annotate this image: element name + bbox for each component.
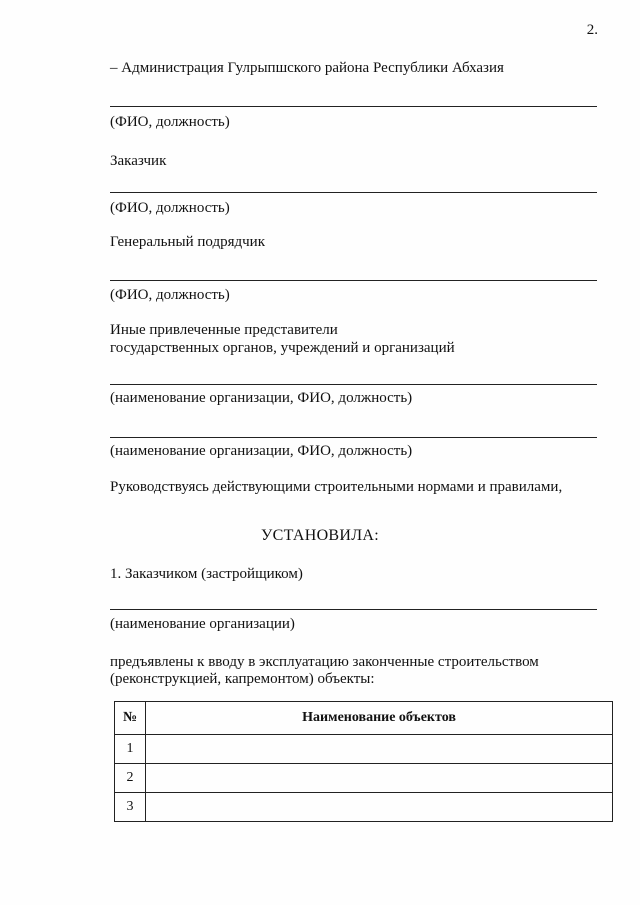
object-name-cell [146, 735, 613, 764]
row-number: 3 [115, 793, 146, 822]
other-representatives-line1: Иные привлеченные представители [110, 322, 338, 338]
row-number: 2 [115, 764, 146, 793]
item1-text: 1. Заказчиком (застройщиком) [110, 566, 303, 582]
guided-text: Руководствуясь действующими строительными нормами и правилами, [110, 479, 563, 495]
org-fio-caption-2: (наименование организации, ФИО, должность) [110, 443, 413, 459]
signature-line-contractor [110, 280, 597, 281]
org-name-caption: (наименование организации) [110, 616, 295, 632]
table-row [115, 793, 613, 822]
signature-line-administration [110, 106, 597, 107]
presented-line1: предъявлены к вводу в эксплуатацию законченные строительством [110, 654, 539, 670]
table-header-row [115, 702, 613, 735]
fio-caption-customer: (ФИО, должность) [110, 200, 230, 216]
fio-caption-contractor: (ФИО, должность) [110, 287, 230, 303]
table-row [115, 764, 613, 793]
signature-line-org-name [110, 609, 597, 610]
table-row [115, 735, 613, 764]
established-heading: УСТАНОВИЛА: [260, 527, 380, 544]
fio-caption-administration: (ФИО, должность) [110, 114, 230, 130]
customer-label: Заказчик [110, 153, 167, 169]
page-number: 2. [586, 22, 598, 38]
object-name-cell [146, 764, 613, 793]
general-contractor-label: Генеральный подрядчик [110, 234, 265, 250]
signature-line-customer [110, 192, 597, 193]
other-representatives-line2: государственных органов, учреждений и организаций [110, 340, 455, 356]
signature-line-org-1 [110, 384, 597, 385]
administration-line: – Администрация Гулрыпшского района Республики Абхазия [110, 60, 504, 76]
presented-line2: (реконструкцией, капремонтом) объекты: [110, 671, 375, 687]
objects-table [114, 701, 613, 822]
object-name-cell [146, 793, 613, 822]
org-fio-caption-1: (наименование организации, ФИО, должность) [110, 390, 413, 406]
col-num-header: № [115, 702, 146, 735]
signature-line-org-2 [110, 437, 597, 438]
row-number: 1 [115, 735, 146, 764]
col-name-header: Наименование объектов [146, 702, 613, 735]
